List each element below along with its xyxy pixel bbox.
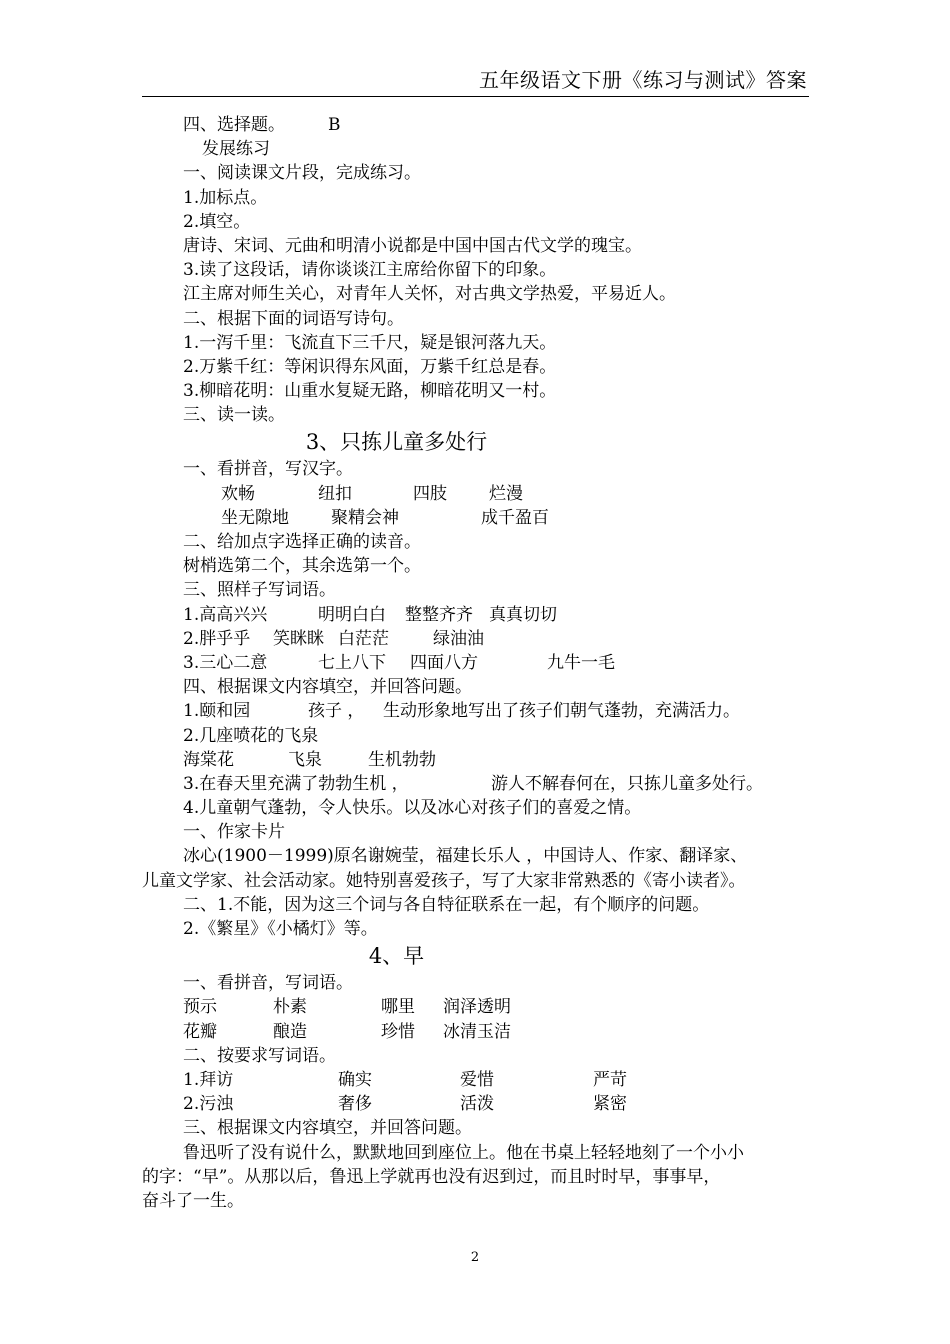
line-text: 2.《繁星》《小橘灯》等。 — [183, 919, 378, 939]
line-text: 的字：“早”。从那以后，鲁迅上学就再也没有迟到过，而且时时早，事事早， — [142, 1166, 721, 1187]
text-line — [183, 820, 823, 844]
answer-item: 聚精会神 — [331, 507, 399, 528]
answer-item: 确实 — [338, 1069, 372, 1090]
text-line — [183, 554, 823, 578]
answer-item: 奢侈 — [338, 1094, 372, 1115]
line-text: 树梢选第二个，其余选第一个。 — [183, 556, 421, 577]
line-text: 2.填空。 — [183, 211, 251, 232]
text-line — [183, 282, 823, 306]
text-line — [183, 675, 823, 699]
answer-item: 游人不解春何在，只拣儿童多处行。 — [491, 773, 763, 794]
answer-row — [183, 748, 823, 772]
text-line — [183, 113, 823, 137]
answer-item: 预示 — [183, 997, 217, 1018]
line-text: 冰心(1900－1999)原名谢婉莹，福建长乐人 ，中国诗人、作家、翻译家、 — [183, 846, 748, 867]
answer-item: 海棠花 — [183, 749, 234, 770]
text-line — [183, 161, 823, 185]
text-line — [183, 210, 823, 234]
answer-item: 紧密 — [593, 1094, 627, 1115]
text-line — [183, 1116, 823, 1140]
answer-row — [183, 482, 823, 506]
line-text: 三、根据课文内容填空，并回答问题。 — [183, 1118, 472, 1139]
line-text: 二、1.不能，因为这三个词与各自特征联系在一起，有个顺序的问题。 — [183, 894, 710, 915]
text-line — [183, 796, 823, 820]
answer-item: 珍惜 — [381, 1021, 415, 1042]
header-title: 五年级语文下册《练习与测试》答案 — [479, 68, 807, 92]
line-text: 3.柳暗花明：山重水复疑无路，柳暗花明又一村。 — [183, 381, 557, 402]
line-text: 一、作家卡片 — [183, 822, 285, 843]
answer-row — [183, 1068, 823, 1092]
answer-item: 明明白白 — [318, 604, 386, 625]
answer-row — [183, 995, 823, 1019]
page-number: 2 — [470, 1250, 480, 1265]
line-text: 三、照样子写词语。 — [183, 580, 336, 601]
text-line — [183, 530, 823, 554]
text-line — [142, 1165, 823, 1189]
answer-value: B — [328, 115, 341, 135]
answer-item: 花瓣 — [183, 1021, 217, 1042]
answer-item: 整整齐齐 — [405, 604, 473, 625]
text-line — [183, 1141, 823, 1165]
line-text: 奋斗了一生。 — [142, 1190, 244, 1211]
text-line — [183, 893, 823, 917]
line-text: 二、给加点字选择正确的读音。 — [183, 532, 421, 552]
answer-item: 1.颐和园 — [183, 701, 251, 722]
answer-item: 白茫茫 — [338, 628, 389, 649]
answer-item: 四肢 — [413, 483, 447, 504]
text-line — [183, 971, 823, 995]
text-line — [142, 869, 823, 893]
answer-row — [183, 627, 823, 651]
line-text: 1.一泻千里：飞流直下三千尺，疑是银河落九天。 — [183, 332, 557, 353]
answer-item: 七上八下 — [318, 652, 386, 673]
line-text: 四、根据课文内容填空，并回答问题。 — [183, 677, 472, 698]
text-line — [183, 307, 823, 331]
line-text: 江主席对师生关心，对青年人关怀，对古典文学热爱，平易近人。 — [183, 284, 676, 305]
answer-item: 酿造 — [273, 1021, 307, 1042]
section-title: 4、早 — [368, 944, 425, 969]
answer-item: 1.高高兴兴 — [183, 604, 268, 625]
answer-item: 成千盈百 — [481, 507, 549, 528]
answer-item: 生动形象地写出了孩子们朝气蓬勃，充满活力。 — [383, 701, 740, 722]
line-text: 发展练习 — [202, 139, 270, 160]
answer-row — [183, 506, 823, 530]
answer-row — [183, 699, 823, 723]
answer-item: 冰清玉洁 — [443, 1021, 511, 1042]
answer-row — [183, 772, 823, 796]
text-line — [183, 379, 823, 403]
answer-item: 润泽透明 — [443, 997, 511, 1018]
answer-content — [142, 113, 823, 1213]
answer-item: 爱惜 — [460, 1069, 494, 1090]
answer-item: 真真切切 — [489, 604, 557, 625]
answer-item: 烂漫 — [489, 483, 523, 504]
text-line — [183, 234, 823, 258]
line-text: 一、看拼音，写词语。 — [183, 973, 353, 994]
text-line — [183, 1044, 823, 1068]
line-text: 2.几座喷花的飞泉 — [183, 725, 319, 746]
text-line — [183, 724, 823, 748]
answer-row — [183, 651, 823, 675]
answer-item: 活泼 — [460, 1094, 494, 1115]
answer-item: 严苛 — [593, 1069, 627, 1090]
line-text: 鲁迅听了没有说什么，默默地回到座位上。他在书桌上轻轻地刻了一个小小 — [183, 1142, 744, 1163]
text-line — [183, 403, 823, 427]
text-line — [183, 578, 823, 602]
page-header — [142, 62, 809, 97]
text-line — [183, 331, 823, 355]
line-text: 4.儿童朝气蓬勃，令人快乐。以及冰心对孩子们的喜爱之情。 — [183, 798, 642, 819]
text-line — [183, 917, 823, 941]
answer-item: 欢畅 — [221, 483, 255, 504]
answer-item: 九牛一毛 — [547, 652, 615, 673]
answer-item: 朴素 — [273, 997, 307, 1018]
answer-item: 哪里 — [381, 997, 415, 1018]
line-text: 二、按要求写词语。 — [183, 1045, 336, 1066]
answer-item: 坐无隙地 — [221, 507, 289, 528]
answer-item: 3.三心二意 — [183, 652, 268, 673]
answer-row — [183, 603, 823, 627]
text-line — [183, 844, 823, 868]
answer-item: 3.在春天里充满了勃勃生机 ， — [183, 773, 409, 794]
answer-item: 绿油油 — [433, 628, 484, 649]
answer-item: 1.拜访 — [183, 1069, 234, 1090]
line-text: 三、读一读。 — [183, 405, 285, 426]
text-line — [202, 137, 823, 161]
answer-row — [183, 1020, 823, 1044]
answer-item: 2.污浊 — [183, 1094, 234, 1115]
text-line — [183, 258, 823, 282]
line-text: 唐诗、宋词、元曲和明清小说都是中国中国古代文学的瑰宝。 — [183, 235, 642, 256]
line-text: 3.读了这段话，请你谈谈江主席给你留下的印象。 — [183, 260, 557, 281]
answer-item: 2.胖乎乎 — [183, 628, 251, 649]
line-text: 儿童文学家、社会活动家。她特别喜爱孩子，写了大家非常熟悉的《寄小读者》。 — [142, 870, 746, 891]
line-text: 一、看拼音，写汉字。 — [183, 459, 353, 480]
text-line — [142, 1189, 823, 1213]
section-title: 3、只拣儿童多处行 — [305, 430, 488, 455]
answer-item: 生机勃勃 — [368, 749, 436, 770]
text-line — [183, 186, 823, 210]
line-text: 2.万紫千红：等闲识得东风面，万紫千红总是春。 — [183, 356, 557, 377]
line-text: 四、选择题。 — [183, 115, 285, 135]
answer-item: 笑眯眯 — [273, 628, 324, 649]
line-text: 一、阅读课文片段，完成练习。 — [183, 163, 421, 184]
text-line — [183, 457, 823, 481]
answer-item: 纽扣 — [318, 483, 352, 504]
answer-row — [183, 1092, 823, 1116]
text-line — [183, 355, 823, 379]
answer-item: 四面八方 — [410, 652, 478, 673]
line-text: 二、根据下面的词语写诗句。 — [183, 308, 404, 329]
line-text: 1.加标点。 — [183, 187, 268, 208]
answer-item: 飞泉 — [288, 749, 322, 770]
answer-item: 孩子 ， — [308, 701, 365, 722]
